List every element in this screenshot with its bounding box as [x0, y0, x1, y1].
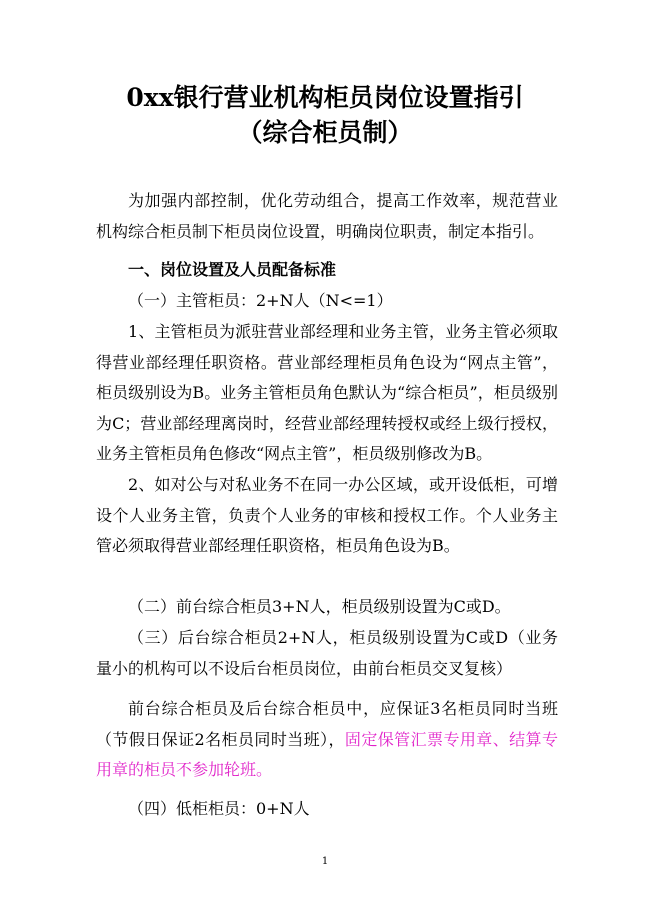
- duty-text: 前台综合柜员及后台综合柜员中，应保证3名柜员同时当班（节假日保证2名柜员同时当班），: [96, 699, 558, 749]
- intro-paragraph: 为加强内部控制，优化劳动组合，提高工作效率，规范营业机构综合柜员制下柜员岗位设置，明确岗位职责，制定本指引。: [96, 191, 558, 241]
- document-title: 0xx银行营业机构柜员岗位设置指引: [126, 83, 524, 112]
- page-number: 1: [321, 856, 329, 867]
- section-heading-1: 一、岗位设置及人员配备标准: [128, 260, 337, 279]
- document-subtitle: （综合柜员制）: [237, 118, 413, 147]
- duty-paragraph: [96, 694, 558, 786]
- item-2-paragraph: 2、如对公与对私业务不在同一办公区域，或开设低柜，可增设个人业务主管，负责个人业务的审核和授权工作。个人业务主管必须取得营业部经理任职资格，柜员角色设为B。: [96, 475, 558, 555]
- subsection-2: （二）前台综合柜员3+N人，柜员级别设置为C或D。: [128, 597, 511, 616]
- duty-highlight: 固定保管汇票专用章、结算专用章的柜员不参加轮班。: [96, 729, 558, 779]
- subsection-3: （三）后台综合柜员2+N人，柜员级别设置为C或D（业务量小的机构可以不设后台柜员岗位，由前台柜员交叉复核）: [96, 628, 558, 678]
- item-1-paragraph: 1、主管柜员为派驻营业部经理和业务主管，业务主管必须取得营业部经理任职资格。营业部经理柜员角色设为“网点主管”，柜员级别设为B。业务主管柜员角色默认为“综合柜员”，柜员级别为C；营业部经理离岗时，经营业部经理转授权或经上级行授权，业务主管柜员角色修改“网点主管”，柜员级别修改为B。: [96, 322, 558, 463]
- subsection-4: （四）低柜柜员：0+N人: [128, 799, 310, 818]
- subsection-heading-1: （一）主管柜员：2+N人（N<=1）: [128, 291, 393, 310]
